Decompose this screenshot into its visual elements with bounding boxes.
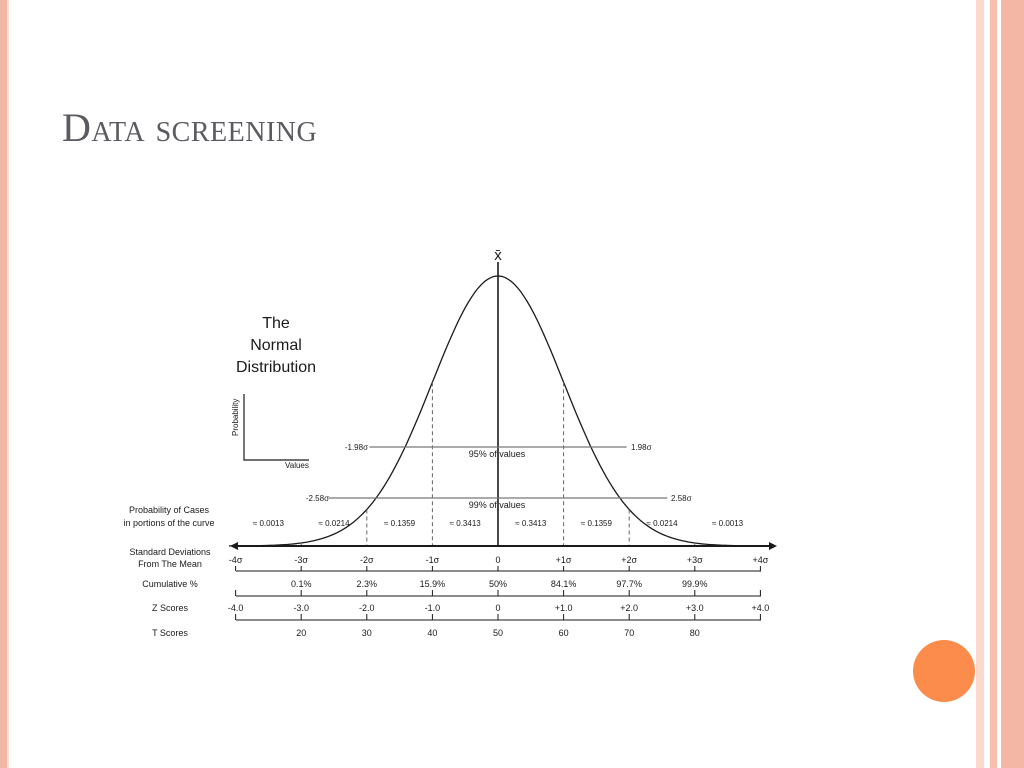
mini-axes bbox=[244, 394, 309, 460]
interval-95-label: 95% of values bbox=[468, 449, 526, 459]
z-score-value: +2.0 bbox=[620, 603, 639, 613]
t-scores-label: T Scores bbox=[152, 628, 188, 638]
probability-value: ≈ 0.0013 bbox=[252, 519, 284, 528]
t-score-value: 80 bbox=[689, 628, 700, 638]
interval-99-label: 99% of values bbox=[468, 500, 526, 510]
sd-axis-right-arrow bbox=[769, 542, 777, 550]
cumulative-value: 50% bbox=[488, 579, 508, 589]
slide-title: Data screening bbox=[62, 105, 318, 150]
cumulative-value: 97.7% bbox=[616, 579, 642, 589]
interval-99-right-label: 2.58σ bbox=[671, 494, 692, 503]
z-score-value: -1.0 bbox=[424, 603, 441, 613]
cumulative-value: 15.9% bbox=[419, 579, 446, 589]
probability-value: ≈ 0.0013 bbox=[712, 519, 744, 528]
z-score-value: 0 bbox=[495, 603, 501, 613]
t-score-value: 60 bbox=[558, 628, 569, 638]
z-score-value: -2.0 bbox=[359, 603, 375, 613]
cumulative-label: Cumulative % bbox=[142, 579, 198, 589]
probability-value: ≈ 0.0214 bbox=[646, 519, 678, 528]
z-score-value: -3.0 bbox=[293, 603, 309, 613]
diagram-title-line: Distribution bbox=[235, 359, 317, 376]
sd-label: Standard Deviations bbox=[129, 547, 211, 557]
z-score-value: +4.0 bbox=[751, 603, 770, 613]
sd-tick-label: 0 bbox=[495, 555, 501, 565]
probability-value: ≈ 0.1359 bbox=[580, 519, 612, 528]
diagram-title-line: Normal bbox=[250, 337, 302, 354]
t-score-value: 20 bbox=[296, 628, 307, 638]
sd-tick-label: -1σ bbox=[425, 555, 440, 565]
sd-tick-label: +2σ bbox=[621, 555, 638, 565]
t-score-value: 40 bbox=[427, 628, 438, 638]
sd-axis-left-arrow bbox=[230, 542, 238, 550]
mini-axis-y-label: Probability bbox=[231, 398, 240, 436]
cumulative-value: 0.1% bbox=[290, 579, 312, 589]
cumulative-value: 2.3% bbox=[356, 579, 378, 589]
z-score-value: -4.0 bbox=[227, 603, 244, 613]
cumulative-value: 84.1% bbox=[550, 579, 577, 589]
sd-tick-label: +1σ bbox=[555, 555, 572, 565]
z-score-value: +1.0 bbox=[554, 603, 573, 613]
probability-value: ≈ 0.3413 bbox=[515, 519, 547, 528]
probability-label: in portions of the curve bbox=[123, 518, 215, 528]
accent-dot bbox=[913, 640, 975, 702]
sd-tick-label: +3σ bbox=[686, 555, 703, 565]
t-score-value: 30 bbox=[361, 628, 372, 638]
sd-tick-label: +4σ bbox=[752, 555, 769, 565]
cumulative-value: 99.9% bbox=[682, 579, 708, 589]
probability-value: ≈ 0.1359 bbox=[384, 519, 416, 528]
probability-value: ≈ 0.3413 bbox=[449, 519, 481, 528]
mini-axis-x-label: Values bbox=[285, 461, 309, 470]
sd-label: From The Mean bbox=[138, 559, 202, 569]
t-score-value: 50 bbox=[492, 628, 504, 638]
z-score-value: +3.0 bbox=[685, 603, 704, 613]
interval-95-right-label: 1.98σ bbox=[631, 443, 652, 452]
probability-value: ≈ 0.0214 bbox=[318, 519, 350, 528]
t-score-value: 70 bbox=[624, 628, 635, 638]
interval-99-left-label: -2.58σ bbox=[305, 494, 329, 503]
z-scores-label: Z Scores bbox=[151, 603, 189, 613]
sd-tick-label: -4σ bbox=[228, 555, 243, 565]
interval-95-left-label: -1.98σ bbox=[344, 443, 368, 452]
diagram-title-line: The bbox=[262, 315, 290, 332]
sd-tick-label: -3σ bbox=[294, 555, 308, 565]
sd-tick-label: -2σ bbox=[360, 555, 374, 565]
probability-label: Probability of Cases bbox=[128, 505, 210, 515]
mean-symbol: x̄ bbox=[494, 247, 502, 264]
